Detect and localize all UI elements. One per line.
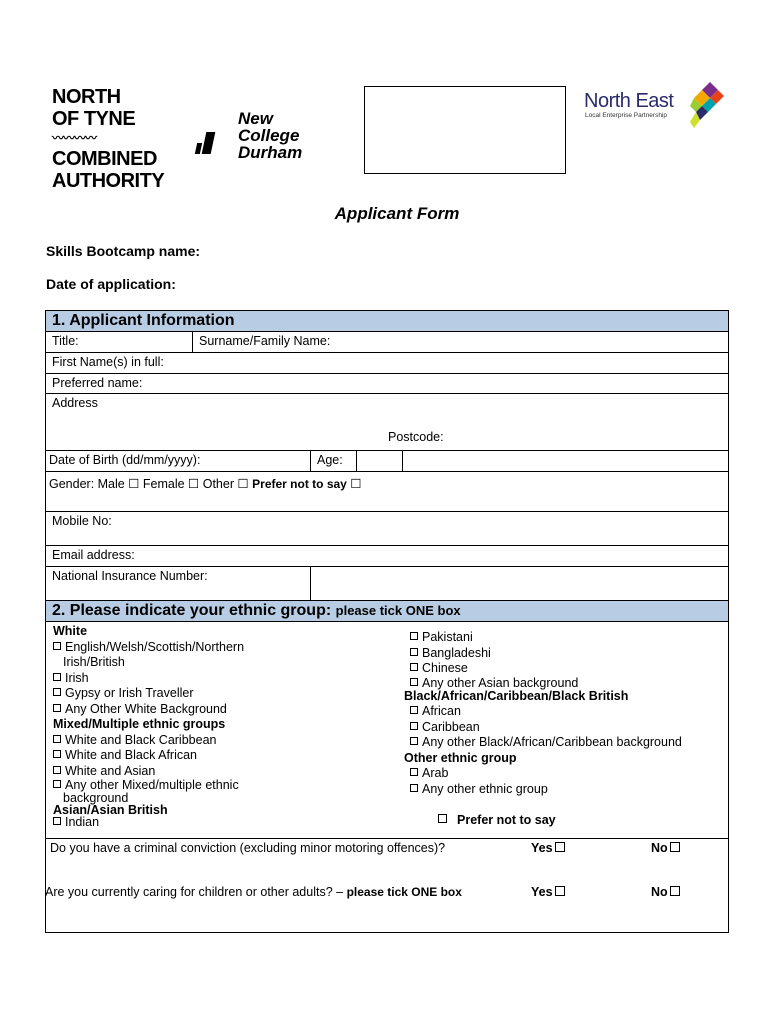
ethnic-option[interactable]: White and Asian <box>53 764 244 780</box>
logo-line: New <box>238 109 273 128</box>
surname-field[interactable] <box>192 332 728 352</box>
diamond-mark-icon <box>688 82 724 132</box>
logo-line: AUTHORITY <box>52 170 165 192</box>
age-field[interactable] <box>356 451 402 471</box>
criminal-conviction-row <box>46 839 728 883</box>
ethnic-option[interactable]: Indian <box>53 817 244 828</box>
first-name-field[interactable] <box>46 353 728 373</box>
checkbox[interactable] <box>670 842 680 852</box>
mobile-row <box>46 512 728 546</box>
photo-box <box>364 86 566 174</box>
title-label: Title: <box>52 334 79 348</box>
logo-subtitle: Local Enterprise Partnership <box>585 112 668 119</box>
logo-line: College <box>238 126 300 145</box>
logo-line: Durham <box>238 143 303 162</box>
ethnic-option[interactable]: Any Other White Background <box>53 702 244 718</box>
ethnic-option[interactable]: Pakistani <box>410 630 682 646</box>
ethnic-option[interactable]: Any other Mixed/multiple ethnic <box>53 779 244 792</box>
first-name-row <box>46 353 728 374</box>
gender-prefer-not-label[interactable]: Prefer not to say <box>252 477 347 491</box>
black-heading: Black/African/Caribbean/Black British <box>404 688 629 703</box>
ethnic-options <box>46 622 728 838</box>
criminal-no-option[interactable]: No <box>651 841 680 855</box>
checkbox[interactable] <box>410 706 418 714</box>
surname-label: Surname/Family Name: <box>199 334 331 348</box>
checkbox[interactable] <box>438 814 447 823</box>
caring-row <box>46 883 728 933</box>
mobile-label: Mobile No: <box>52 514 112 528</box>
checkbox[interactable] <box>410 648 418 656</box>
preferred-name-label: Preferred name: <box>52 376 143 390</box>
asian-heading: Asian/Asian British <box>53 803 168 817</box>
wave-icon: 〰〰〰〰 <box>52 131 97 145</box>
age-label-cell <box>310 451 356 471</box>
checkbox[interactable] <box>53 688 61 696</box>
ni-number-row <box>46 567 728 603</box>
checkbox[interactable] <box>410 678 418 686</box>
email-field[interactable] <box>46 546 728 566</box>
bootcamp-name-label: Skills Bootcamp name: <box>46 243 201 259</box>
gender-prefer-not-checkbox[interactable]: ☐ <box>350 477 362 491</box>
questions-area <box>46 838 728 933</box>
checkbox[interactable] <box>53 817 61 825</box>
criminal-question: Do you have a criminal conviction (excluding minor motoring offences)? <box>50 841 446 855</box>
address-row <box>46 394 728 451</box>
address-field[interactable] <box>46 394 728 450</box>
section-heading <box>46 601 728 622</box>
title-surname-row <box>46 332 728 353</box>
new-college-durham-logo <box>196 110 336 166</box>
criminal-yes-option[interactable]: Yes <box>531 841 565 855</box>
age-label: Age: <box>317 453 343 467</box>
gender-row <box>46 472 728 512</box>
checkbox[interactable] <box>53 750 61 758</box>
ethnic-group-table <box>45 600 729 933</box>
checkbox[interactable] <box>53 735 61 743</box>
dob-label: Date of Birth (dd/mm/yyyy): <box>49 453 201 467</box>
checkbox[interactable] <box>555 886 565 896</box>
ethnic-option[interactable]: Arab <box>410 766 682 782</box>
checkbox[interactable] <box>410 784 418 792</box>
email-label: Email address: <box>52 548 135 562</box>
ethnic-option[interactable]: Any other ethnic group <box>410 782 682 798</box>
white-heading: White <box>53 624 88 638</box>
checkbox[interactable] <box>410 722 418 730</box>
checkbox[interactable] <box>670 886 680 896</box>
email-row <box>46 546 728 567</box>
ethnic-option[interactable]: Irish <box>53 671 244 687</box>
address-label: Address <box>52 396 98 410</box>
ethnic-option[interactable]: Any other Asian background <box>410 677 682 689</box>
logo-line: NORTH <box>52 86 121 108</box>
form-title: Applicant Form <box>334 204 460 223</box>
ethnic-option-continued: background <box>63 791 129 805</box>
mobile-field[interactable] <box>46 512 728 545</box>
logo-title: North East <box>584 90 674 112</box>
ethnic-option[interactable]: Any other Black/African/Caribbean background <box>410 735 682 751</box>
caring-no-option[interactable]: No <box>651 885 680 899</box>
checkbox[interactable] <box>53 766 61 774</box>
date-of-application-label: Date of application: <box>46 276 176 292</box>
north-east-lep-logo <box>584 82 724 134</box>
checkbox[interactable] <box>53 673 61 681</box>
section-heading-text: 2. Please indicate your ethnic group: <box>52 602 332 619</box>
checkbox[interactable] <box>410 737 418 745</box>
preferred-name-field[interactable] <box>46 374 728 393</box>
ni-field[interactable] <box>310 567 728 603</box>
ni-label: National Insurance Number: <box>52 569 208 583</box>
title-field[interactable] <box>46 332 192 352</box>
ethnic-option[interactable]: Caribbean <box>410 720 682 736</box>
ethnic-option[interactable]: African <box>410 704 682 720</box>
applicant-information-table <box>45 310 729 604</box>
ethnic-left-column <box>53 624 244 828</box>
ethnic-option[interactable]: Chinese <box>410 661 682 677</box>
mixed-heading: Mixed/Multiple ethnic groups <box>53 717 226 731</box>
dob-field[interactable] <box>46 451 310 471</box>
prefer-not-option[interactable]: Prefer not to say <box>438 813 682 829</box>
north-of-tyne-logo <box>52 86 164 192</box>
ethnic-right-column <box>404 630 682 829</box>
ethnic-option[interactable]: White and Black African <box>53 748 244 764</box>
ethnic-option[interactable]: White and Black Caribbean <box>53 733 244 749</box>
blank-cell <box>402 451 728 471</box>
section-heading-note: please tick ONE box <box>335 603 461 618</box>
postcode-label: Postcode: <box>388 430 444 444</box>
ethnic-option[interactable]: Gypsy or Irish Traveller <box>53 686 244 702</box>
preferred-name-row <box>46 374 728 394</box>
logo-line: COMBINED <box>52 148 157 170</box>
checkbox[interactable] <box>53 642 61 650</box>
ni-label-cell <box>46 567 310 603</box>
checkbox[interactable] <box>53 704 61 712</box>
checkbox[interactable] <box>410 768 418 776</box>
caring-question: Are you currently caring for children or other adults? – please tick ONE box <box>45 885 462 899</box>
checkbox[interactable] <box>410 632 418 640</box>
gender-options[interactable]: Gender: Male ☐ Female ☐ Other ☐ <box>49 477 249 491</box>
other-heading: Other ethnic group <box>404 750 517 765</box>
checkbox[interactable] <box>53 780 61 788</box>
ethnic-option[interactable]: English/Welsh/Scottish/Northern <box>53 640 244 656</box>
dob-age-row <box>46 451 728 472</box>
bars-icon <box>196 132 216 154</box>
first-name-label: First Name(s) in full: <box>52 355 164 369</box>
checkbox[interactable] <box>410 663 418 671</box>
caring-yes-option[interactable]: Yes <box>531 885 565 899</box>
ethnic-option-continued: Irish/British <box>63 655 125 669</box>
section-heading: 1. Applicant Information <box>46 311 728 332</box>
gender-field[interactable] <box>46 472 728 511</box>
logo-line: OF TYNE <box>52 108 136 130</box>
ethnic-option[interactable]: Bangladeshi <box>410 646 682 662</box>
checkbox[interactable] <box>555 842 565 852</box>
